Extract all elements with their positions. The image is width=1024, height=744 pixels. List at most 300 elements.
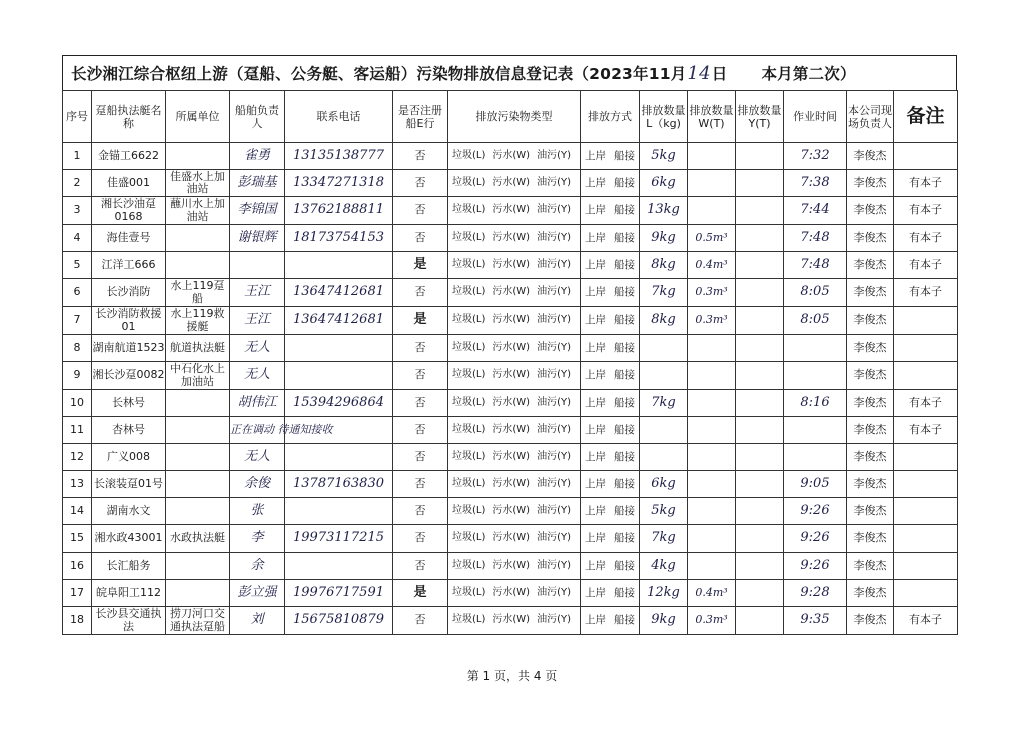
row-staff: 李俊杰 <box>847 498 894 525</box>
row-owner <box>230 471 285 498</box>
row-owner <box>230 252 285 279</box>
owner-signature: 张 <box>250 502 264 518</box>
row-unit <box>166 417 230 444</box>
row-seq: 6 <box>63 279 92 307</box>
row-registered: 是 <box>393 580 448 607</box>
row-unit: 佳盛水上加油站 <box>166 170 230 197</box>
table-body <box>63 143 958 635</box>
row-phone <box>285 444 393 471</box>
method-option: 上岸 <box>585 204 606 217</box>
row-vessel: 海佳壹号 <box>92 225 166 252</box>
row-vessel: 湘水政43001 <box>92 525 166 553</box>
table-row <box>63 553 958 580</box>
discharge-table <box>62 90 958 635</box>
row-staff: 李俊杰 <box>847 279 894 307</box>
row-registered: 否 <box>393 143 448 170</box>
row-qty-l: 5kg <box>640 143 688 170</box>
row-qty-w <box>688 390 736 417</box>
owner-signature: 李锦国 <box>237 202 277 218</box>
method-option: 船接 <box>614 369 635 382</box>
row-owner <box>230 307 285 335</box>
row-qty-l: 4kg <box>640 553 688 580</box>
row-types <box>448 607 581 635</box>
method-option: 船接 <box>614 204 635 217</box>
row-remark: 有本子 <box>894 170 958 197</box>
table-row <box>63 417 958 444</box>
row-vessel: 广义008 <box>92 444 166 471</box>
row-vessel: 长沙县交通执法 <box>92 607 166 635</box>
type-option: 垃圾(L) <box>452 477 486 489</box>
row-qty-l: 13kg <box>640 197 688 225</box>
registration-sheet <box>62 55 957 635</box>
row-seq: 5 <box>63 252 92 279</box>
type-option: 污水(W) <box>492 532 531 544</box>
row-qty-w: 0.4m³ <box>688 252 736 279</box>
row-phone <box>285 553 393 580</box>
row-owner <box>230 553 285 580</box>
row-time: 8:05 <box>784 307 847 335</box>
method-option: 船接 <box>614 504 635 517</box>
form-title <box>62 55 957 90</box>
row-method <box>581 525 640 553</box>
row-registered: 否 <box>393 362 448 390</box>
row-method <box>581 335 640 362</box>
method-option: 船接 <box>614 477 635 490</box>
row-remark: 有本子 <box>894 197 958 225</box>
row-staff: 李俊杰 <box>847 307 894 335</box>
row-vessel: 湘长沙趸0082 <box>92 362 166 390</box>
row-qty-l: 7kg <box>640 279 688 307</box>
title-prefix: 长沙湘江综合枢纽上游（趸船、公务艇、客运船）污染物排放信息登记表（2023年11月 <box>71 65 687 83</box>
method-option: 船接 <box>614 396 635 409</box>
header-qty-w: 排放数量W(T) <box>688 91 736 143</box>
row-types <box>448 580 581 607</box>
type-option: 油污(Y) <box>537 504 571 516</box>
row-types <box>448 143 581 170</box>
row-remark <box>894 498 958 525</box>
table-row <box>63 170 958 197</box>
row-remark <box>894 444 958 471</box>
type-option: 油污(Y) <box>537 614 571 626</box>
owner-signature: 李 <box>250 530 264 546</box>
owner-signature: 雀勇 <box>243 147 270 163</box>
row-method <box>581 471 640 498</box>
row-method <box>581 417 640 444</box>
row-registered: 否 <box>393 607 448 635</box>
header-unit: 所属单位 <box>166 91 230 143</box>
header-time: 作业时间 <box>784 91 847 143</box>
row-time: 7:44 <box>784 197 847 225</box>
row-qty-w <box>688 498 736 525</box>
row-seq: 15 <box>63 525 92 553</box>
row-types <box>448 197 581 225</box>
row-remark <box>894 580 958 607</box>
row-remark <box>894 307 958 335</box>
type-option: 污水(W) <box>492 176 531 188</box>
row-phone <box>285 498 393 525</box>
table-row <box>63 307 958 335</box>
row-unit: 中石化水上加油站 <box>166 362 230 390</box>
method-option: 船接 <box>614 258 635 271</box>
type-option: 垃圾(L) <box>452 396 486 408</box>
row-seq: 7 <box>63 307 92 335</box>
row-qty-w: 0.3m³ <box>688 607 736 635</box>
owner-signature: 王江 <box>243 284 270 300</box>
row-registered: 否 <box>393 279 448 307</box>
row-remark <box>894 335 958 362</box>
row-time: 9:26 <box>784 553 847 580</box>
row-qty-y <box>736 390 784 417</box>
row-method <box>581 498 640 525</box>
row-remark: 有本子 <box>894 417 958 444</box>
row-vessel: 长沙消防救援01 <box>92 307 166 335</box>
row-qty-l: 12kg <box>640 580 688 607</box>
row-method <box>581 607 640 635</box>
owner-signature: 胡伟江 <box>237 394 277 410</box>
row-time: 8:05 <box>784 279 847 307</box>
owner-signature: 刘 <box>250 612 264 628</box>
type-option: 油污(Y) <box>537 286 571 298</box>
row-remark: 有本子 <box>894 607 958 635</box>
owner-signature: 无人 <box>243 367 270 383</box>
header-method: 排放方式 <box>581 91 640 143</box>
type-option: 油污(Y) <box>537 204 571 216</box>
row-qty-l <box>640 362 688 390</box>
row-phone <box>285 335 393 362</box>
row-staff: 李俊杰 <box>847 580 894 607</box>
header-remark: 备注 <box>894 91 958 143</box>
row-vessel: 长沙消防 <box>92 279 166 307</box>
type-option: 污水(W) <box>492 396 531 408</box>
row-qty-w <box>688 197 736 225</box>
row-qty-y <box>736 417 784 444</box>
row-method <box>581 553 640 580</box>
row-vessel: 长滚装趸01号 <box>92 471 166 498</box>
row-method <box>581 362 640 390</box>
row-registered: 否 <box>393 225 448 252</box>
header-types: 排放污染物类型 <box>448 91 581 143</box>
row-remark <box>894 362 958 390</box>
type-option: 污水(W) <box>492 559 531 571</box>
row-qty-w <box>688 444 736 471</box>
row-unit <box>166 252 230 279</box>
owner-signature: 余 <box>250 557 264 573</box>
row-phone <box>285 362 393 390</box>
row-qty-l: 7kg <box>640 525 688 553</box>
row-qty-l <box>640 444 688 471</box>
row-qty-l: 8kg <box>640 307 688 335</box>
row-qty-y <box>736 444 784 471</box>
type-option: 油污(Y) <box>537 369 571 381</box>
row-registered: 否 <box>393 525 448 553</box>
row-owner <box>230 225 285 252</box>
method-option: 上岸 <box>585 176 606 189</box>
row-staff: 李俊杰 <box>847 225 894 252</box>
table-row <box>63 471 958 498</box>
row-staff: 李俊杰 <box>847 390 894 417</box>
table-row <box>63 143 958 170</box>
row-qty-l: 7kg <box>640 390 688 417</box>
row-unit: 水政执法艇 <box>166 525 230 553</box>
row-qty-l <box>640 417 688 444</box>
table-row <box>63 607 958 635</box>
row-staff: 李俊杰 <box>847 362 894 390</box>
row-vessel: 金锚工6622 <box>92 143 166 170</box>
row-seq: 18 <box>63 607 92 635</box>
row-owner <box>230 607 285 635</box>
type-option: 污水(W) <box>492 286 531 298</box>
table-row <box>63 580 958 607</box>
row-method <box>581 252 640 279</box>
row-remark <box>894 471 958 498</box>
method-option: 上岸 <box>585 559 606 572</box>
row-owner <box>230 279 285 307</box>
type-option: 污水(W) <box>492 423 531 435</box>
header-seq: 序号 <box>63 91 92 143</box>
table-row <box>63 197 958 225</box>
type-option: 污水(W) <box>492 477 531 489</box>
type-option: 垃圾(L) <box>452 314 486 326</box>
row-phone: 15394296864 <box>285 390 393 417</box>
row-staff: 李俊杰 <box>847 444 894 471</box>
row-types <box>448 307 581 335</box>
row-types <box>448 279 581 307</box>
header-owner: 船舶负责人 <box>230 91 285 143</box>
row-qty-y <box>736 279 784 307</box>
row-owner <box>230 498 285 525</box>
row-phone: 13647412681 <box>285 279 393 307</box>
method-option: 上岸 <box>585 149 606 162</box>
method-option: 上岸 <box>585 314 606 327</box>
row-qty-l: 5kg <box>640 498 688 525</box>
row-unit <box>166 225 230 252</box>
row-unit: 航道执法艇 <box>166 335 230 362</box>
row-qty-w: 0.3m³ <box>688 307 736 335</box>
row-staff: 李俊杰 <box>847 525 894 553</box>
row-types <box>448 553 581 580</box>
row-owner <box>230 444 285 471</box>
header-qty-y: 排放数量Y(T) <box>736 91 784 143</box>
row-phone: 13135138777 <box>285 143 393 170</box>
row-unit <box>166 444 230 471</box>
row-staff: 李俊杰 <box>847 471 894 498</box>
table-row <box>63 390 958 417</box>
owner-signature: 彭立强 <box>237 584 277 600</box>
row-time <box>784 444 847 471</box>
row-seq: 9 <box>63 362 92 390</box>
row-qty-y <box>736 471 784 498</box>
type-option: 垃圾(L) <box>452 504 486 516</box>
table-row <box>63 498 958 525</box>
row-remark: 有本子 <box>894 390 958 417</box>
method-option: 上岸 <box>585 258 606 271</box>
type-option: 污水(W) <box>492 258 531 270</box>
row-qty-w: 0.5m³ <box>688 225 736 252</box>
row-types <box>448 525 581 553</box>
table-row <box>63 279 958 307</box>
row-qty-l: 8kg <box>640 252 688 279</box>
row-remark: 有本子 <box>894 225 958 252</box>
row-types <box>448 417 581 444</box>
row-qty-y <box>736 307 784 335</box>
method-option: 船接 <box>614 149 635 162</box>
type-option: 污水(W) <box>492 450 531 462</box>
type-option: 污水(W) <box>492 231 531 243</box>
row-staff: 李俊杰 <box>847 417 894 444</box>
row-owner <box>230 390 285 417</box>
row-registered: 否 <box>393 335 448 362</box>
method-option: 上岸 <box>585 586 606 599</box>
method-option: 上岸 <box>585 423 606 436</box>
row-registered: 否 <box>393 444 448 471</box>
row-qty-y <box>736 525 784 553</box>
row-owner <box>230 335 285 362</box>
method-option: 船接 <box>614 532 635 545</box>
type-option: 垃圾(L) <box>452 286 486 298</box>
row-staff: 李俊杰 <box>847 170 894 197</box>
type-option: 油污(Y) <box>537 176 571 188</box>
row-staff: 李俊杰 <box>847 252 894 279</box>
method-option: 船接 <box>614 314 635 327</box>
method-option: 船接 <box>614 341 635 354</box>
type-option: 污水(W) <box>492 614 531 626</box>
type-option: 油污(Y) <box>537 586 571 598</box>
method-option: 上岸 <box>585 231 606 244</box>
type-option: 油污(Y) <box>537 258 571 270</box>
row-registered: 否 <box>393 471 448 498</box>
row-qty-y <box>736 580 784 607</box>
title-day: 14 <box>687 62 711 84</box>
row-unit <box>166 390 230 417</box>
type-option: 垃圾(L) <box>452 231 486 243</box>
row-types <box>448 390 581 417</box>
row-seq: 17 <box>63 580 92 607</box>
method-option: 上岸 <box>585 477 606 490</box>
row-remark: 有本子 <box>894 279 958 307</box>
row-registered: 否 <box>393 390 448 417</box>
row-method <box>581 580 640 607</box>
row-qty-l: 6kg <box>640 471 688 498</box>
row-registered: 否 <box>393 553 448 580</box>
row-qty-w <box>688 471 736 498</box>
table-row <box>63 252 958 279</box>
row-seq: 3 <box>63 197 92 225</box>
row-registered: 是 <box>393 307 448 335</box>
row-staff: 李俊杰 <box>847 607 894 635</box>
method-option: 上岸 <box>585 286 606 299</box>
row-remark <box>894 143 958 170</box>
row-phone <box>285 252 393 279</box>
owner-signature: 彭瑞基 <box>237 174 277 190</box>
type-option: 油污(Y) <box>537 149 571 161</box>
type-option: 油污(Y) <box>537 477 571 489</box>
row-time: 9:26 <box>784 525 847 553</box>
row-time <box>784 362 847 390</box>
table-row <box>63 335 958 362</box>
method-option: 船接 <box>614 231 635 244</box>
row-unit: 水上119趸船 <box>166 279 230 307</box>
type-option: 垃圾(L) <box>452 532 486 544</box>
row-qty-w <box>688 553 736 580</box>
row-qty-y <box>736 607 784 635</box>
row-method <box>581 197 640 225</box>
table-row <box>63 362 958 390</box>
type-option: 油污(Y) <box>537 341 571 353</box>
page-footer: 第 1 页，共 4 页 <box>466 669 558 683</box>
row-seq: 12 <box>63 444 92 471</box>
row-types <box>448 444 581 471</box>
row-registered: 否 <box>393 197 448 225</box>
row-remark <box>894 553 958 580</box>
row-seq: 16 <box>63 553 92 580</box>
row-vessel: 湖南水文 <box>92 498 166 525</box>
row-types <box>448 362 581 390</box>
row-qty-y <box>736 143 784 170</box>
owner-signature: 谢银辉 <box>237 229 277 245</box>
row-vessel: 佳盛001 <box>92 170 166 197</box>
row-phone: 13347271318 <box>285 170 393 197</box>
header-vessel: 趸船执法艇名称 <box>92 91 166 143</box>
row-qty-w <box>688 143 736 170</box>
row-method <box>581 307 640 335</box>
row-time: 9:05 <box>784 471 847 498</box>
row-time <box>784 335 847 362</box>
row-time: 8:16 <box>784 390 847 417</box>
row-unit <box>166 553 230 580</box>
type-option: 垃圾(L) <box>452 204 486 216</box>
row-time: 7:38 <box>784 170 847 197</box>
row-owner <box>230 525 285 553</box>
row-seq: 1 <box>63 143 92 170</box>
row-phone: 13787163830 <box>285 471 393 498</box>
row-method <box>581 444 640 471</box>
row-qty-w <box>688 170 736 197</box>
title-time-note: 本月第二次） <box>761 65 856 83</box>
row-qty-y <box>736 335 784 362</box>
row-qty-w <box>688 335 736 362</box>
header-row <box>63 91 958 143</box>
method-option: 船接 <box>614 559 635 572</box>
title-day-suffix: 日 <box>711 65 728 83</box>
row-method <box>581 170 640 197</box>
row-registered: 否 <box>393 170 448 197</box>
method-option: 上岸 <box>585 614 606 627</box>
row-vessel: 长林号 <box>92 390 166 417</box>
type-option: 污水(W) <box>492 204 531 216</box>
row-remark <box>894 525 958 553</box>
row-owner <box>230 362 285 390</box>
owner-signature: 无人 <box>243 448 270 464</box>
row-seq: 2 <box>63 170 92 197</box>
row-qty-y <box>736 553 784 580</box>
row-qty-y <box>736 362 784 390</box>
row-qty-w: 0.4m³ <box>688 580 736 607</box>
row-unit <box>166 498 230 525</box>
row-phone: 15675810879 <box>285 607 393 635</box>
row-owner <box>230 197 285 225</box>
table-row <box>63 525 958 553</box>
row-vessel: 皖阜阳工112 <box>92 580 166 607</box>
method-option: 上岸 <box>585 396 606 409</box>
row-vessel: 杏林号 <box>92 417 166 444</box>
row-qty-y <box>736 197 784 225</box>
row-qty-l: 9kg <box>640 607 688 635</box>
row-owner <box>230 417 333 444</box>
type-option: 垃圾(L) <box>452 423 486 435</box>
row-seq: 8 <box>63 335 92 362</box>
row-seq: 4 <box>63 225 92 252</box>
row-remark: 有本子 <box>894 252 958 279</box>
